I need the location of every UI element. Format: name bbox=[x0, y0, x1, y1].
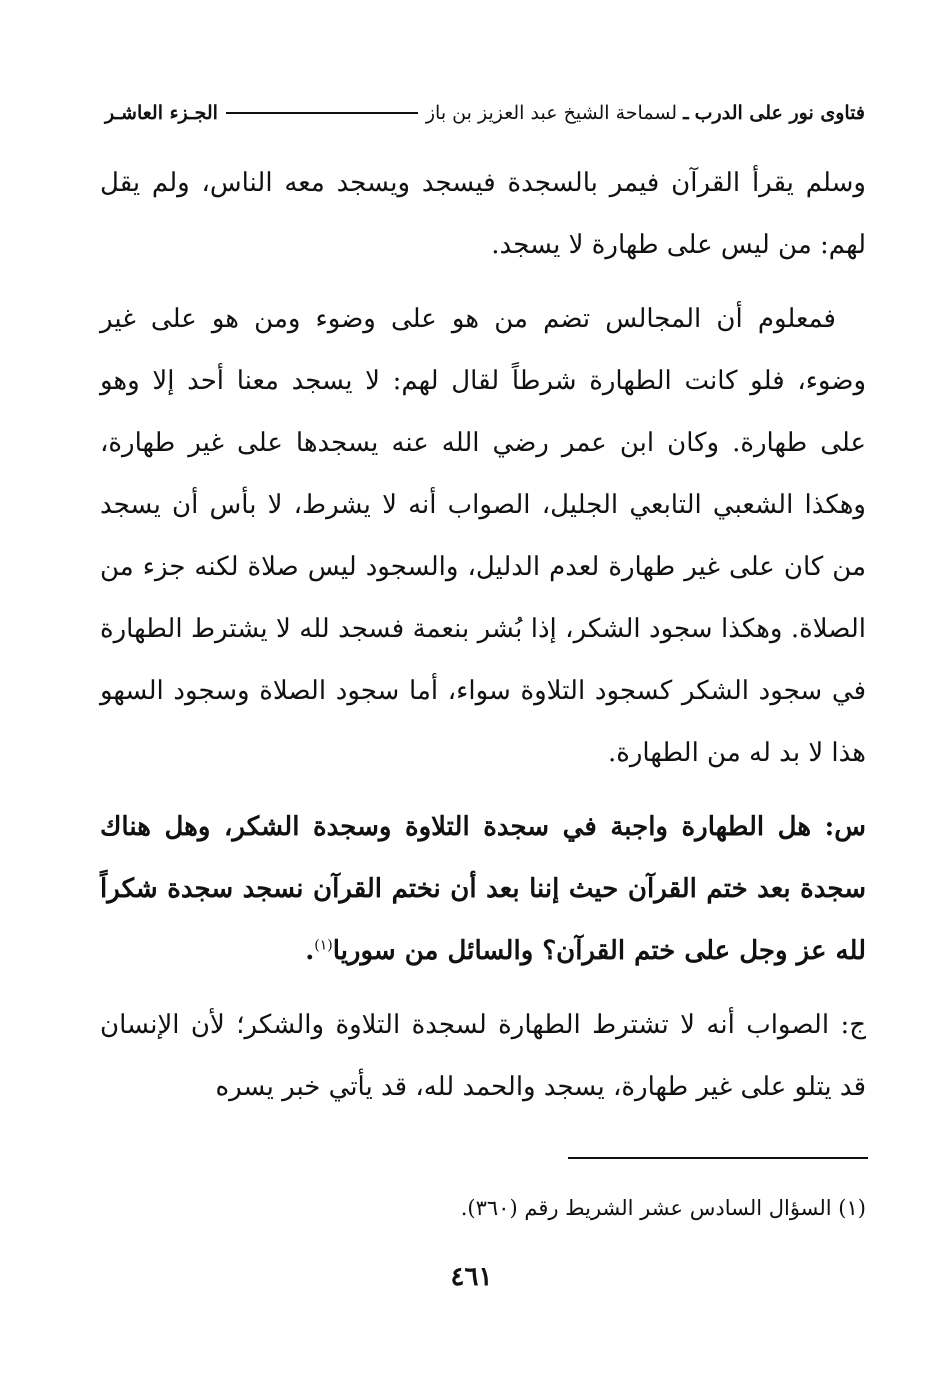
footnote-reference: (١) bbox=[314, 937, 333, 954]
paragraph-2: فمعلوم أن المجالس تضم من هو على وضوء ومن هو على غير وضوء، فلو كانت الطهارة شرطاً لقال لهم: لا يسجد معنا أحد إلا وهو على طهارة. وكان ابن عمر رضي الله عنه يسجدها على غير طهارة، وهكذا الشعبي التابعي الجليل، الصواب أنه لا يشرط، لا بأس أن يسجد من كان على غير طهارة لعدم الدليل، والسجود ليس صلاة لكنه جزء من الصلاة. وهكذا سجود الشكر، إذا بُشر بنعمة فسجد لله لا يشترط الطهارة في سجود الشكر كسجود التلاوة سواء، أما سجود الصلاة وسجود السهو هذا لا بد له من الطهارة. bbox=[100, 304, 866, 768]
footnote: (١) السؤال السادس عشر الشريط رقم (٣٦٠). bbox=[460, 1196, 866, 1220]
body-text bbox=[100, 152, 866, 1130]
answer-paragraph: ج: الصواب أنه لا تشترط الطهارة لسجدة التلاوة والشكر؛ لأن الإنسان قد يتلو على غير طهارة، يسجد والحمد لله، قد يأتي خبر يسره bbox=[100, 1010, 866, 1102]
running-header bbox=[105, 96, 865, 130]
question-text: س: هل الطهارة واجبة في سجدة التلاوة وسجدة الشكر، وهل هناك سجدة بعد ختم القرآن حيث إننا بعد أن نختم القرآن نسجد سجدة شكراً لله عز وجل على ختم القرآن؟ والسائل من سوريا bbox=[100, 812, 866, 966]
question-paragraph bbox=[100, 796, 866, 982]
header-separator: ـ bbox=[683, 102, 689, 124]
header-series-title: فتاوى نور على الدرب bbox=[694, 102, 865, 124]
header-author: لسماحة الشيخ عبد العزيز بن باز bbox=[425, 102, 678, 124]
question-end: . bbox=[305, 936, 315, 966]
paragraph-1: وسلم يقرأ القرآن فيمر بالسجدة فيسجد ويسجد معه الناس، ولم يقل لهم: من ليس على طهارة لا يسجد. bbox=[100, 168, 866, 260]
page-number: ٤٦١ bbox=[450, 1262, 493, 1292]
footnote-rule bbox=[568, 1157, 868, 1159]
header-part-label: الجـزء العاشـر bbox=[105, 102, 218, 124]
header-rule bbox=[226, 112, 418, 114]
